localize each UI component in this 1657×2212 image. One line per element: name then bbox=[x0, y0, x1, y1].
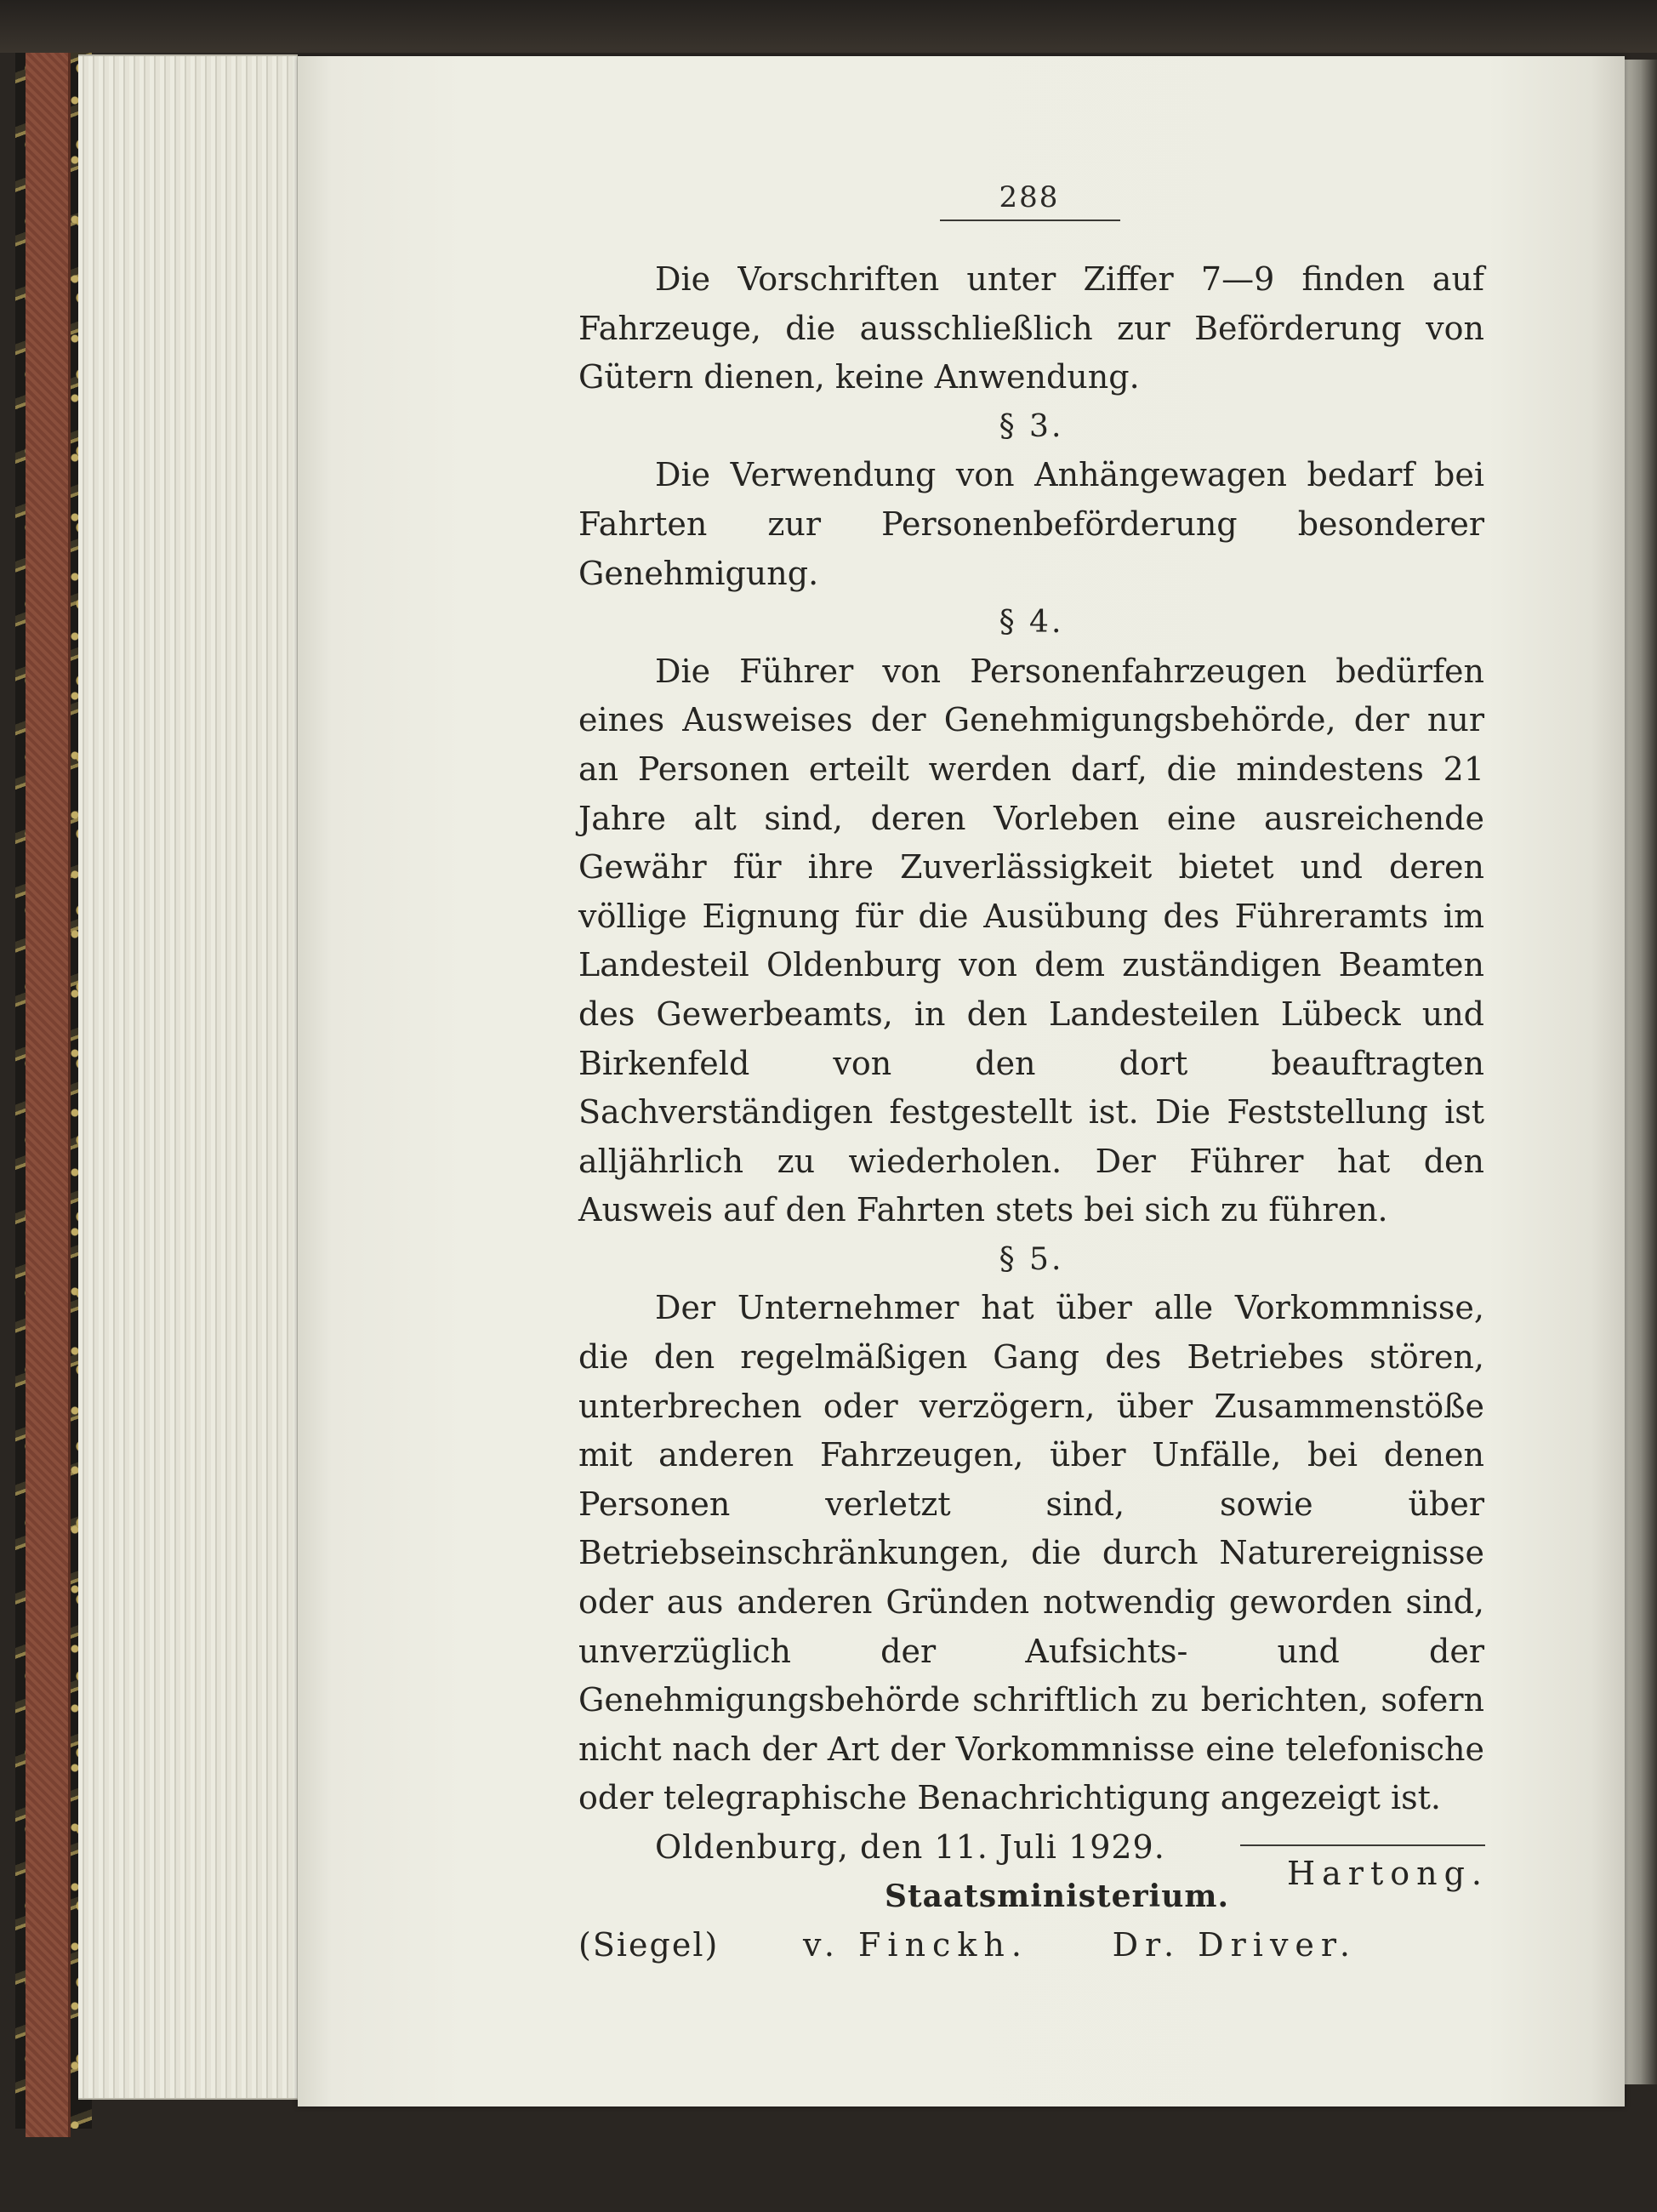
page-stack-edge bbox=[78, 54, 298, 2100]
signature-driver: Dr. Driver. bbox=[1112, 1926, 1357, 1964]
signature-finckh: v. Finckh. bbox=[802, 1926, 1028, 1964]
paragraph-unternehmer: Der Unternehmer hat über alle Vorkommnisse, die den regelmäßigen Gang des Betriebes stören, unterbrechen oder verzögern, über Zusammenstöße mit anderen Fahrzeugen, über Unfälle, bei denen Personen verletzt sind, sowie über Betriebseinschränkungen, die durch Naturereignisse oder aus anderen Gründen notwendig geworden sind, unverzüglich der Aufsichts- und der Genehmigungsbehörde schriftlich zu berichten, sofern nicht nach der Art der Vorkommnisse eine telefonische oder telegraphische Benachrichtigung angezeigt ist. bbox=[578, 1289, 1484, 1817]
paragraph-ziffer: Die Vorschriften unter Ziffer 7—9 finden auf Fahrzeuge, die ausschließlich zur Beförderung von Gütern dienen, keine Anwendung. bbox=[578, 260, 1484, 396]
paragraph-anhaengewagen: Die Verwendung von Anhängewagen bedarf bei Fahrten zur Personenbeförderung besonderer Genehmigung. bbox=[578, 456, 1484, 592]
page-number-rule bbox=[940, 219, 1120, 221]
page-body bbox=[578, 255, 1484, 1970]
page-number: 288 bbox=[999, 180, 1060, 214]
signature-hartong: Hartong. bbox=[1287, 1855, 1489, 1892]
signature-row bbox=[578, 1921, 1484, 1970]
seal-note: (Siegel) bbox=[578, 1926, 720, 1964]
section-heading-3: § 3. bbox=[999, 408, 1064, 444]
place-date: Oldenburg, den 11. Juli 1929. bbox=[655, 1828, 1165, 1866]
paragraph-fuehrer: Die Führer von Personenfahrzeugen bedürfen eines Ausweises der Genehmigungsbehörde, der nur an Personen erteilt werden darf, die mindestens 21 Jahre alt sind, deren Vorleben eine ausreichende Gewähr für ihre Zuverlässigkeit bietet und deren völlige Eignung für die Ausübung des Führeramts im Landesteil Oldenburg von dem zuständigen Beamten des Gewerbeamts, in den Landesteilen Lübeck und Birkenfeld von den dort beauftragten Sachverständigen festgestellt ist. Die Feststellung ist alljährlich zu wiederholen. Der Führer hat den Ausweis auf den Fahrten stets bei sich zu führen. bbox=[578, 652, 1484, 1229]
section-heading-4: § 4. bbox=[999, 605, 1064, 641]
book-cover-top bbox=[0, 0, 1657, 53]
signature-rule bbox=[1240, 1844, 1485, 1846]
section-heading-5: § 5. bbox=[999, 1241, 1064, 1277]
issuing-authority: Staatsministerium. bbox=[884, 1878, 1230, 1914]
book-spine bbox=[26, 53, 71, 2137]
